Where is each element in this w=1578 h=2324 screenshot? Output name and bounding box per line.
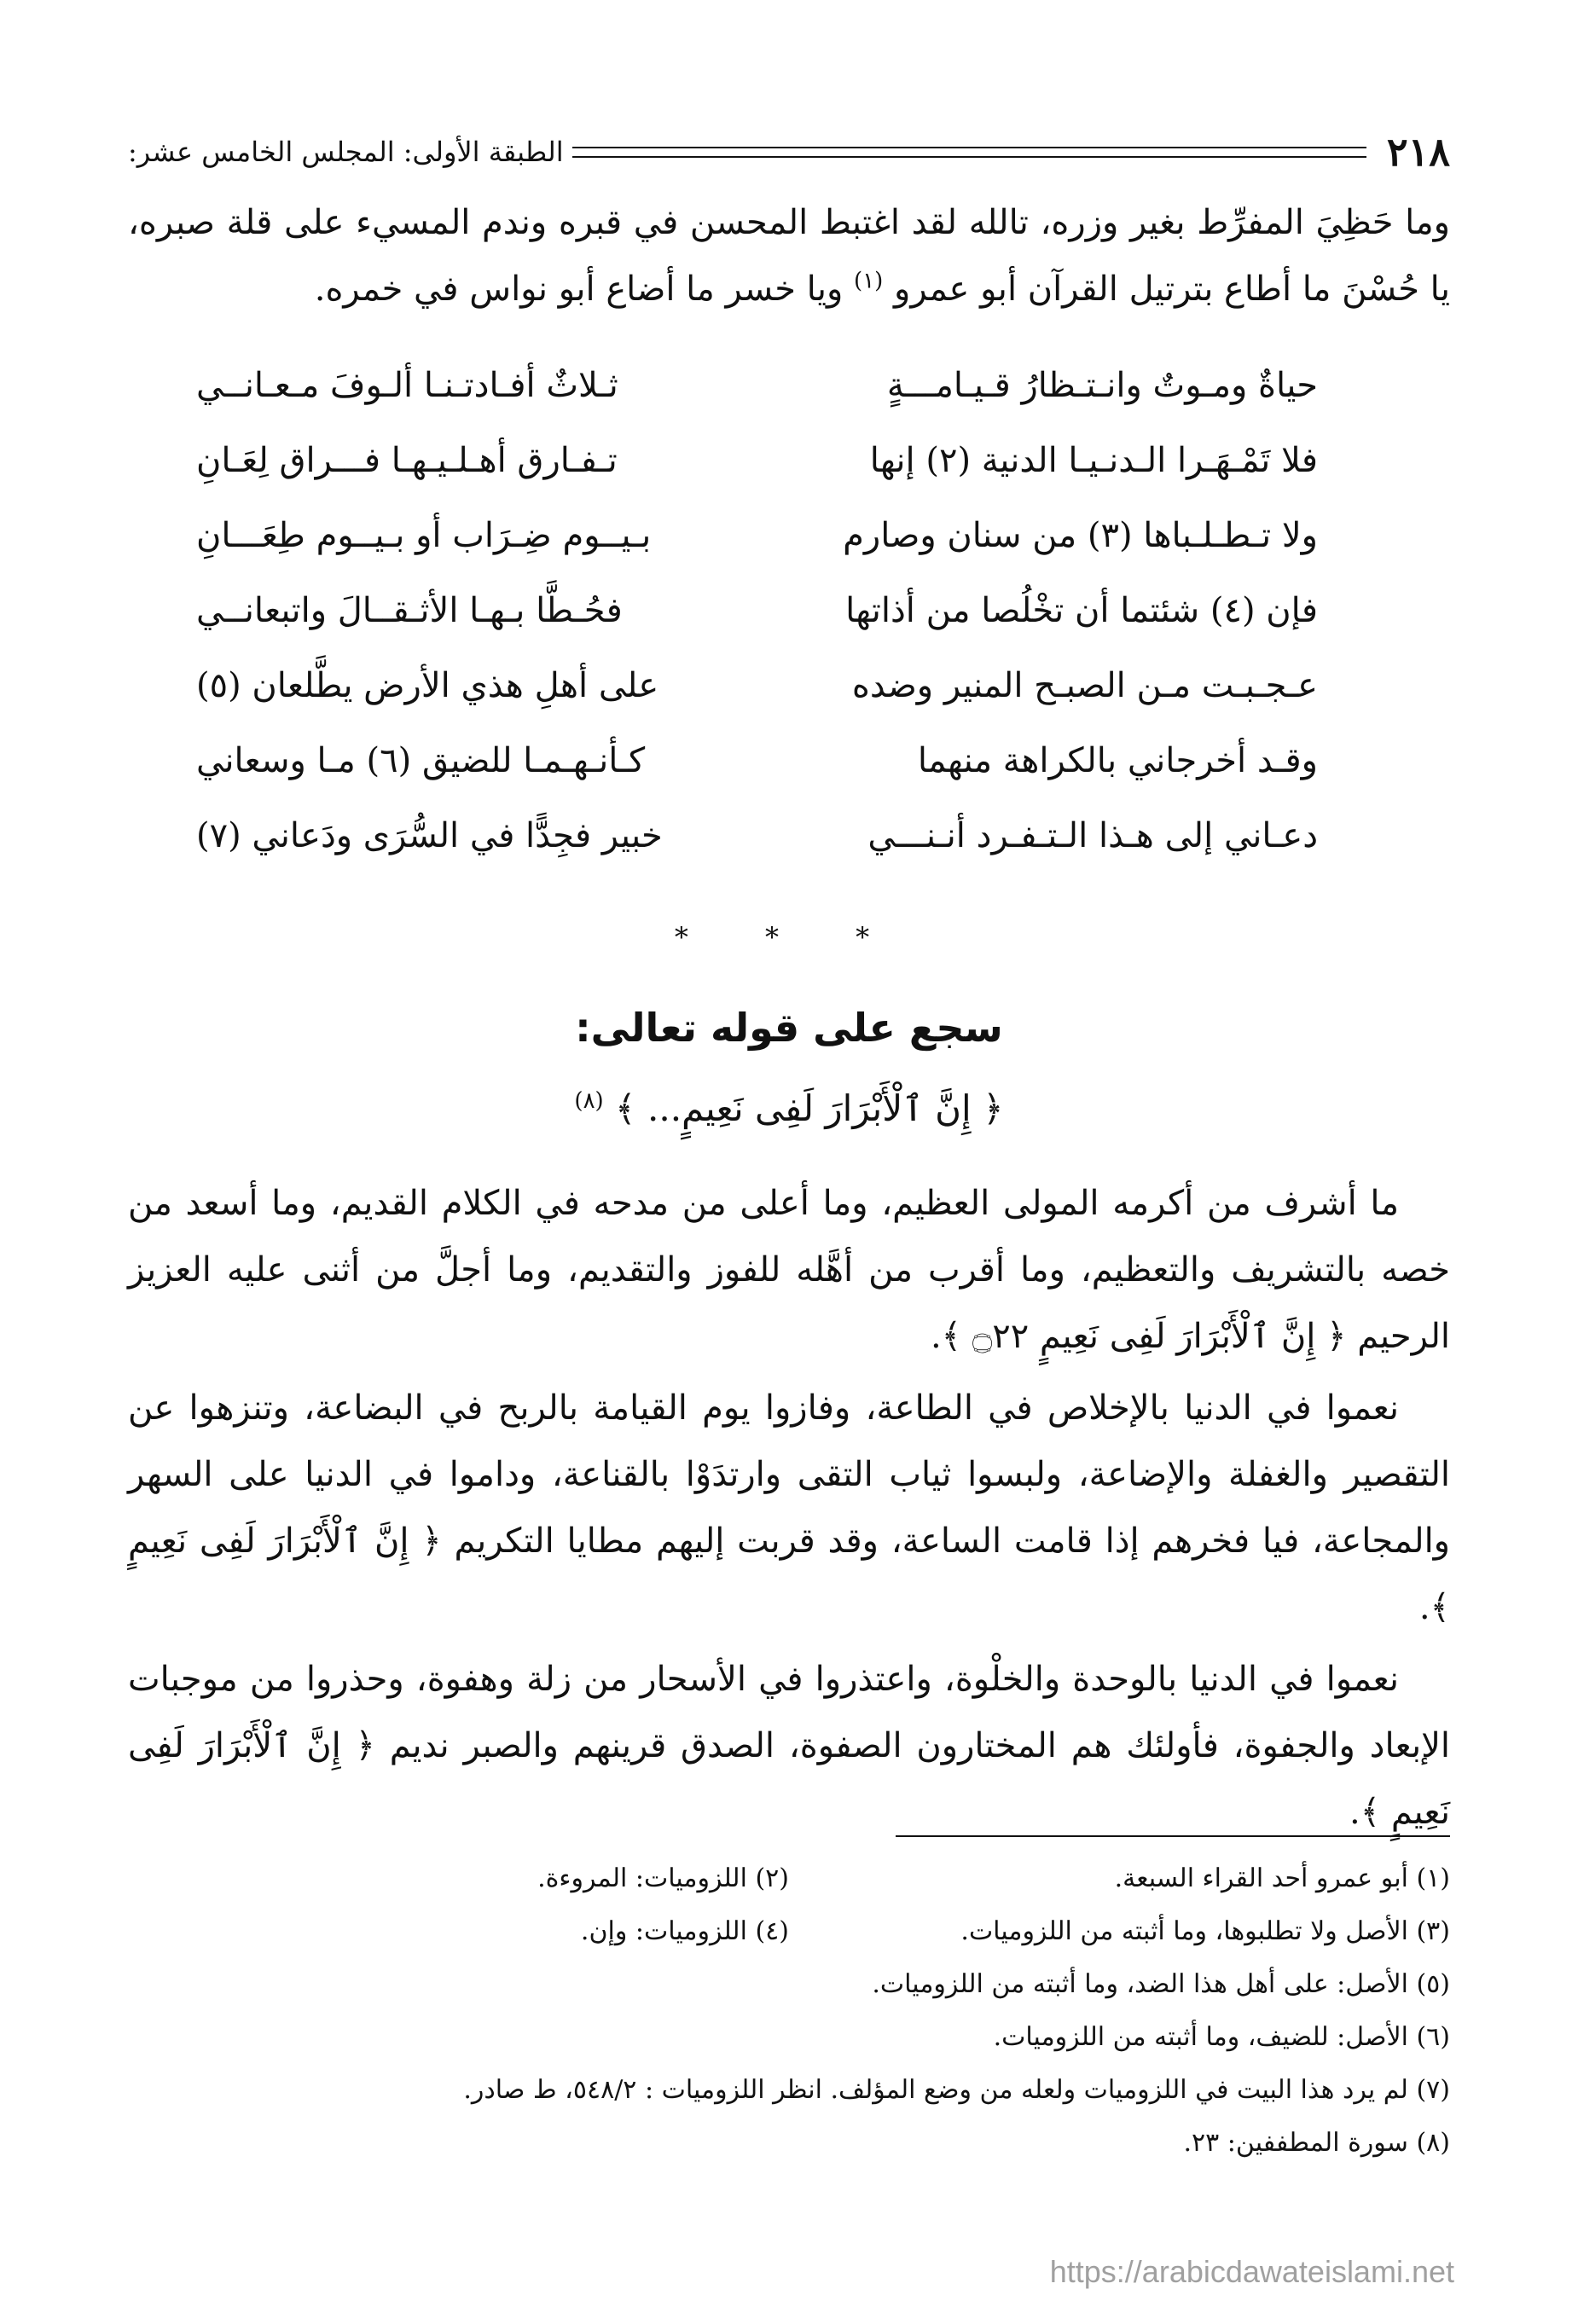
poem-line: [196, 648, 1318, 723]
footnote-4: (٤) اللزوميات: وإن.: [580, 1916, 789, 1946]
footnote-row: [128, 1852, 1450, 1905]
poem-hemistich-first: حياةٌ ومـوتٌ وانـتـظارُ قـيـامـــةٍ: [886, 366, 1318, 405]
poem-hemistich-first: عـجـبـت مـن الصبـح المنير وضده: [851, 666, 1318, 705]
body-text: [128, 1170, 1450, 1851]
poem-hemistich-second: ثـلاثٌ أفـادتـنـا ألـوفَ مـعـانــي: [196, 366, 618, 405]
poem: [196, 348, 1318, 873]
poem-hemistich-first: وقـد أخرجاني بالكراهة منهما: [917, 741, 1318, 780]
poem-hemistich-second: تـفـارق أهـلـيـهـا فـــراق لِعَـانِ: [196, 441, 618, 480]
footnote-2: (٢) اللزوميات: المروءة.: [537, 1863, 789, 1893]
poem-line: [196, 573, 1318, 648]
watermark-url: https://arabicdawateislami.net: [1049, 2254, 1454, 2289]
page-header: [128, 126, 1450, 177]
poem-hemistich-first: ولا تـطـلـباها (٣) من سنان وصارم: [843, 516, 1318, 555]
poem-line: [196, 723, 1318, 798]
poem-line: [196, 798, 1318, 873]
verse-heading: [0, 1087, 1578, 1129]
body-paragraph: نعموا في الدنيا بالإخلاص في الطاعة، وفازوا يوم القيامة بالربح في البضاعة، وتنزهوا عن التقصير والغفلة والإضاعة، ولبسوا ثياب التقى وارتدَوْا بالقناعة، وداموا في الدنيا على السهر والمجاعة، فيا فخرهم إذا قامت الساعة، وقد قربت إليهم مطايا التكريم ﴿ إِنَّ ٱلْأَبْرَارَ لَفِى نَعِيمٍ ﴾.: [128, 1388, 1450, 1627]
footnote-6: (٦) الأصل: للضيف، وما أثبته من اللزوميات.: [993, 2022, 1450, 2052]
verse-text: ﴿ إِنَّ ٱلْأَبْرَارَ لَفِى نَعِيمٍ... ﴾: [615, 1087, 1004, 1129]
footnote-ref-8: (٨): [574, 1088, 604, 1114]
poem-hemistich-second: كـأنـهـمـا للضيق (٦) مـا وسعاني: [196, 741, 646, 780]
footnote-1: (١) أبو عمرو أحد القراء السبعة.: [1114, 1863, 1450, 1893]
footnote-7: (٧) لم يرد هذا البيت في اللزوميات ولعله من وضع المؤلف. انظر اللزوميات : ٥٤٨/٢، ط صادر.: [463, 2075, 1450, 2105]
section-separator: * * *: [674, 921, 904, 953]
running-title: الطبقة الأولى: المجلس الخامس عشر:: [128, 136, 564, 168]
poem-hemistich-second: على أهلِ هذي الأرض يطَّلعان (٥): [196, 666, 659, 705]
footnotes: [128, 1852, 1450, 2170]
footnote-5: (٥) الأصل: على أهل هذا الضد، وما أثبته من اللزوميات.: [872, 1969, 1450, 1999]
poem-line: [196, 498, 1318, 573]
intro-text-part1: وما حَظِيَ المفرِّط بغير وزره، تالله لقد اغتبط المحسن في قبره وندم المسيء على قلة صبره، يا حُسْنَ ما أطاع بترتيل القرآن أبو عمرو: [128, 203, 1450, 309]
header-double-rule: [572, 147, 1366, 158]
footnote-3: (٣) الأصل ولا تطلبوها، وما أثبته من اللزوميات.: [960, 1916, 1450, 1946]
section-heading: سجع على قوله تعالى:: [575, 1005, 1003, 1051]
poem-hemistich-second: فحُـطَّا بـهـا الأثـقــالَ واتبعانــي: [196, 591, 623, 630]
poem-line: [196, 348, 1318, 423]
poem-hemistich-second: خبير فجِدًّا في السُّرَى ودَعاني (٧): [196, 816, 663, 855]
footnote-row: [128, 1905, 1450, 1958]
intro-paragraph: [128, 189, 1450, 322]
page-number: ٢١٨: [1386, 129, 1450, 175]
footnote-8: (٨) سورة المطففين: ٢٣.: [1183, 2128, 1450, 2158]
intro-text: [128, 189, 1450, 322]
footnote-divider: [896, 1835, 1450, 1837]
poem-hemistich-second: بـيــوم ضِـرَاب أو بـيــوم طِعَـــانِ: [196, 516, 652, 555]
intro-text-part2: ويا خسر ما أضاع أبو نواس في خمره.: [314, 269, 844, 309]
poem-line: [196, 423, 1318, 498]
footnote-ref-1: (١): [854, 268, 884, 294]
poem-hemistich-first: فإن (٤) شئتما أن تخْلُصا من أذاتها: [845, 591, 1318, 630]
poem-hemistich-first: دعـاني إلى هـذا الـتـفـرد أنـنـــي: [867, 816, 1318, 855]
body-paragraph: نعموا في الدنيا بالوحدة والخلْوة، واعتذروا في الأسحار من زلة وهفوة، وحذروا من موجبات الإبعاد والجفوة، فأولئك هم المختارون الصفوة، الصدق قرينهم والصبر نديم ﴿ إِنَّ ٱلْأَبْرَارَ لَفِى نَعِيمٍ ﴾.: [128, 1660, 1450, 1832]
body-paragraph: ما أشرف من أكرمه المولى العظيم، وما أعلى من مدحه في الكلام القديم، وما أسعد من خصه بالتشريف والتعظيم، وما أقرب من أهَّله للفوز والتقديم، وما أجلَّ من أثنى عليه العزيز الرحيم ﴿ إِنَّ ٱلْأَبْرَارَ لَفِى نَعِيمٍ ۝٢٢ ﴾.: [128, 1184, 1450, 1356]
poem-hemistich-first: فلا تَمْـهَـرا الـدنـيـا الدنية (٢) إنها: [869, 441, 1318, 480]
